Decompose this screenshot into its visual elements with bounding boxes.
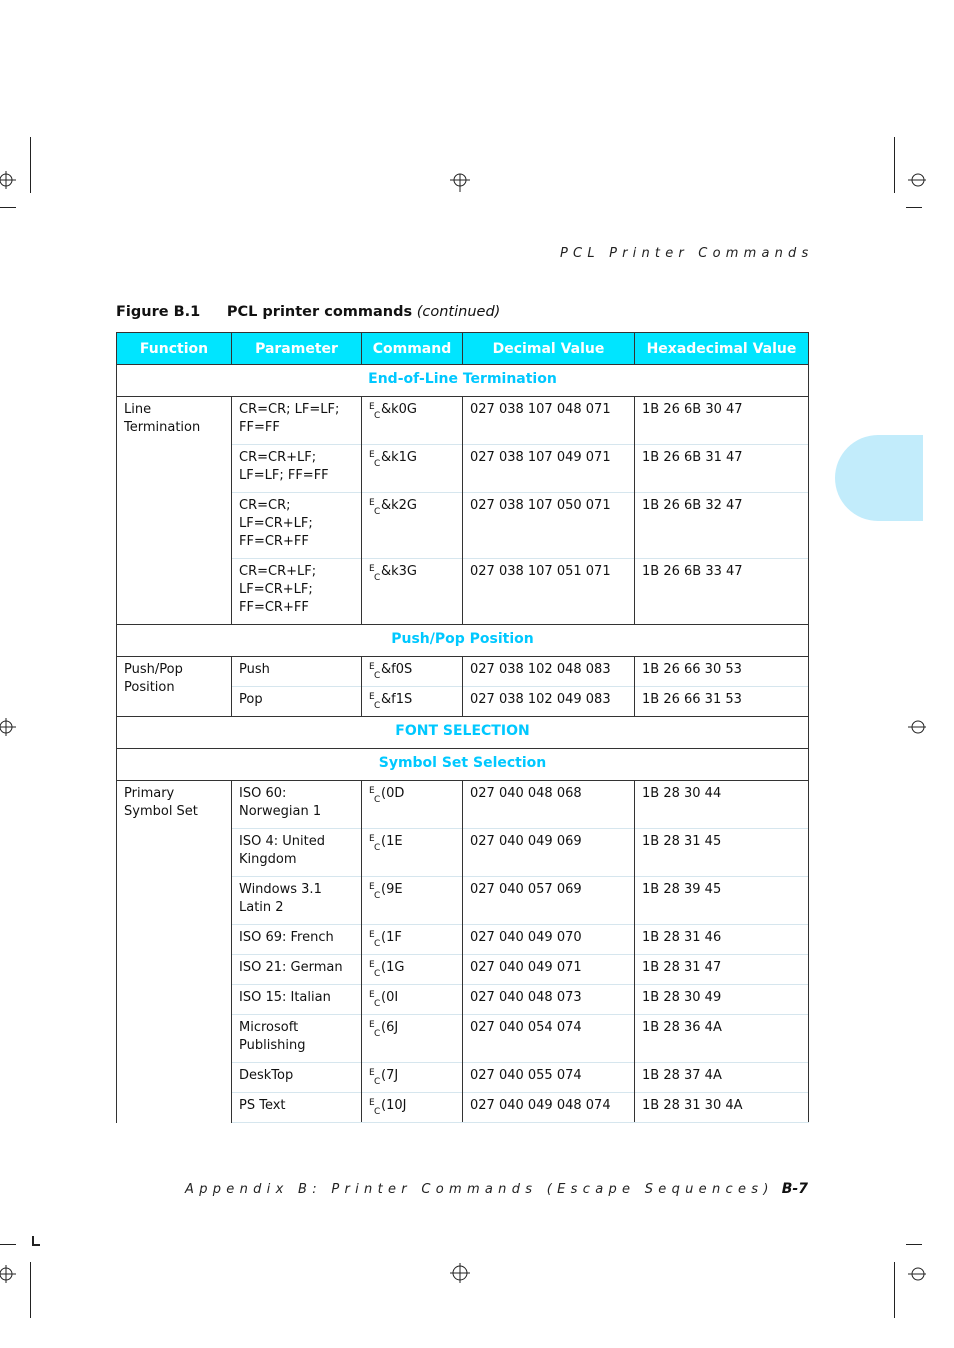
parameter-cell: CR=CR; LF=CR+LF; FF=CR+FF — [232, 493, 362, 559]
command-cell: E C &f0S — [362, 657, 463, 687]
parameter-cell: ISO 69: French — [232, 925, 362, 955]
figure-title: PCL printer commands — [226, 304, 413, 320]
figure-continued: (continued) — [416, 304, 501, 320]
table-row — [117, 397, 809, 445]
decimal-cell: 027 040 054 074 — [463, 1015, 635, 1063]
parameter-cell: Windows 3.1 Latin 2 — [232, 877, 362, 925]
section-title: FONT SELECTION — [117, 717, 809, 749]
hex-cell: 1B 28 30 49 — [635, 985, 809, 1015]
registration-mark-icon — [450, 1263, 470, 1283]
parameter-cell: CR=CR+LF; LF=CR+LF; FF=CR+FF — [232, 559, 362, 625]
registration-mark-icon — [906, 717, 926, 737]
escape-char-icon: E C — [369, 692, 381, 711]
hex-cell: 1B 28 36 4A — [635, 1015, 809, 1063]
escape-char-icon: E C — [369, 960, 381, 979]
escape-char-icon: E C — [369, 834, 381, 853]
section-title: Push/Pop Position — [117, 625, 809, 657]
section-row — [117, 625, 809, 657]
hex-cell: 1B 28 39 45 — [635, 877, 809, 925]
decimal-cell: 027 040 049 069 — [463, 829, 635, 877]
page-number: B-7 — [781, 1181, 808, 1197]
escape-char-icon: E C — [369, 450, 381, 469]
decimal-cell: 027 040 055 074 — [463, 1063, 635, 1093]
parameter-cell: CR=CR; LF=LF; FF=FF — [232, 397, 362, 445]
parameter-cell: CR=CR+LF; LF=LF; FF=FF — [232, 445, 362, 493]
escape-char-icon: E C — [369, 402, 381, 421]
parameter-cell: Push — [232, 657, 362, 687]
figure-caption — [116, 304, 500, 320]
decimal-cell: 027 038 102 048 083 — [463, 657, 635, 687]
decimal-cell: 027 038 107 051 071 — [463, 559, 635, 625]
column-header-parameter: Parameter — [232, 333, 362, 365]
crop-mark — [30, 1262, 31, 1318]
decimal-cell: 027 040 048 068 — [463, 781, 635, 829]
parameter-cell: ISO 4: United Kingdom — [232, 829, 362, 877]
function-cell: Primary Symbol Set — [117, 781, 232, 1123]
crop-mark — [30, 137, 31, 193]
command-cell: E C (1E — [362, 829, 463, 877]
registration-mark-icon — [450, 172, 470, 192]
crop-mark — [894, 1262, 895, 1318]
registration-mark-icon — [906, 170, 926, 190]
command-cell: E C (10J — [362, 1093, 463, 1123]
hex-cell: 1B 26 6B 31 47 — [635, 445, 809, 493]
decimal-cell: 027 040 049 071 — [463, 955, 635, 985]
column-header-command: Command — [362, 333, 463, 365]
decimal-cell: 027 040 049 048 074 — [463, 1093, 635, 1123]
hex-cell: 1B 28 31 30 4A — [635, 1093, 809, 1123]
crop-mark — [0, 207, 16, 208]
table-header-row — [117, 333, 809, 365]
decimal-cell: 027 038 107 049 071 — [463, 445, 635, 493]
command-cell: E C (7J — [362, 1063, 463, 1093]
hex-cell: 1B 26 6B 33 47 — [635, 559, 809, 625]
registration-mark-icon — [0, 170, 18, 190]
crop-mark — [906, 1244, 922, 1245]
command-cell: E C (0I — [362, 985, 463, 1015]
figure-number: Figure B.1 — [116, 304, 201, 320]
escape-char-icon: E C — [369, 990, 381, 1009]
parameter-cell: DeskTop — [232, 1063, 362, 1093]
command-cell: E C (1F — [362, 925, 463, 955]
crop-mark — [894, 137, 895, 193]
decimal-cell: 027 040 057 069 — [463, 877, 635, 925]
hex-cell: 1B 28 37 4A — [635, 1063, 809, 1093]
registration-mark-icon — [0, 1264, 18, 1284]
hex-cell: 1B 28 31 47 — [635, 955, 809, 985]
command-cell: E C (9E — [362, 877, 463, 925]
registration-mark-icon — [906, 1264, 926, 1284]
page-footer: Appendix B: Printer Commands (Escape Sequences) — [185, 1182, 774, 1197]
command-cell: E C &k2G — [362, 493, 463, 559]
section-title: Symbol Set Selection — [117, 749, 809, 781]
decimal-cell: 027 038 107 050 071 — [463, 493, 635, 559]
escape-char-icon: E C — [369, 1068, 381, 1087]
hex-cell: 1B 28 31 45 — [635, 829, 809, 877]
hex-cell: 1B 28 30 44 — [635, 781, 809, 829]
escape-char-icon: E C — [369, 786, 381, 805]
pcl-commands-table — [116, 332, 809, 1123]
corner-mark-icon — [32, 1236, 40, 1246]
hex-cell: 1B 26 6B 30 47 — [635, 397, 809, 445]
parameter-cell: Pop — [232, 687, 362, 717]
column-header-function: Function — [117, 333, 232, 365]
section-row — [117, 749, 809, 781]
section-row — [117, 717, 809, 749]
hex-cell: 1B 28 31 46 — [635, 925, 809, 955]
escape-char-icon: E C — [369, 1098, 381, 1117]
command-cell: E C (0D — [362, 781, 463, 829]
column-header-decimal: Decimal Value — [463, 333, 635, 365]
parameter-cell: ISO 21: German — [232, 955, 362, 985]
section-row — [117, 365, 809, 397]
escape-char-icon: E C — [369, 564, 381, 583]
parameter-cell: PS Text — [232, 1093, 362, 1123]
crop-mark — [906, 207, 922, 208]
running-head: PCL Printer Commands — [560, 246, 814, 261]
escape-char-icon: E C — [369, 662, 381, 681]
hex-cell: 1B 26 6B 32 47 — [635, 493, 809, 559]
table-row — [117, 657, 809, 687]
hex-cell: 1B 26 66 31 53 — [635, 687, 809, 717]
function-cell: Push/Pop Position — [117, 657, 232, 717]
escape-char-icon: E C — [369, 882, 381, 901]
command-cell: E C (6J — [362, 1015, 463, 1063]
table-row — [117, 781, 809, 829]
escape-char-icon: E C — [369, 498, 381, 517]
parameter-cell: ISO 60: Norwegian 1 — [232, 781, 362, 829]
function-cell: Line Termination — [117, 397, 232, 625]
parameter-cell: ISO 15: Italian — [232, 985, 362, 1015]
hex-cell: 1B 26 66 30 53 — [635, 657, 809, 687]
crop-mark — [0, 1244, 16, 1245]
parameter-cell: Microsoft Publishing — [232, 1015, 362, 1063]
command-cell: E C &f1S — [362, 687, 463, 717]
decimal-cell: 027 040 049 070 — [463, 925, 635, 955]
decimal-cell: 027 040 048 073 — [463, 985, 635, 1015]
chapter-tab — [835, 435, 923, 521]
escape-char-icon: E C — [369, 1020, 381, 1039]
section-title: End-of-Line Termination — [117, 365, 809, 397]
command-cell: E C &k3G — [362, 559, 463, 625]
decimal-cell: 027 038 107 048 071 — [463, 397, 635, 445]
command-cell: E C &k1G — [362, 445, 463, 493]
command-cell: E C (1G — [362, 955, 463, 985]
command-cell: E C &k0G — [362, 397, 463, 445]
column-header-hex: Hexadecimal Value — [635, 333, 809, 365]
registration-mark-icon — [0, 717, 18, 737]
decimal-cell: 027 038 102 049 083 — [463, 687, 635, 717]
escape-char-icon: E C — [369, 930, 381, 949]
